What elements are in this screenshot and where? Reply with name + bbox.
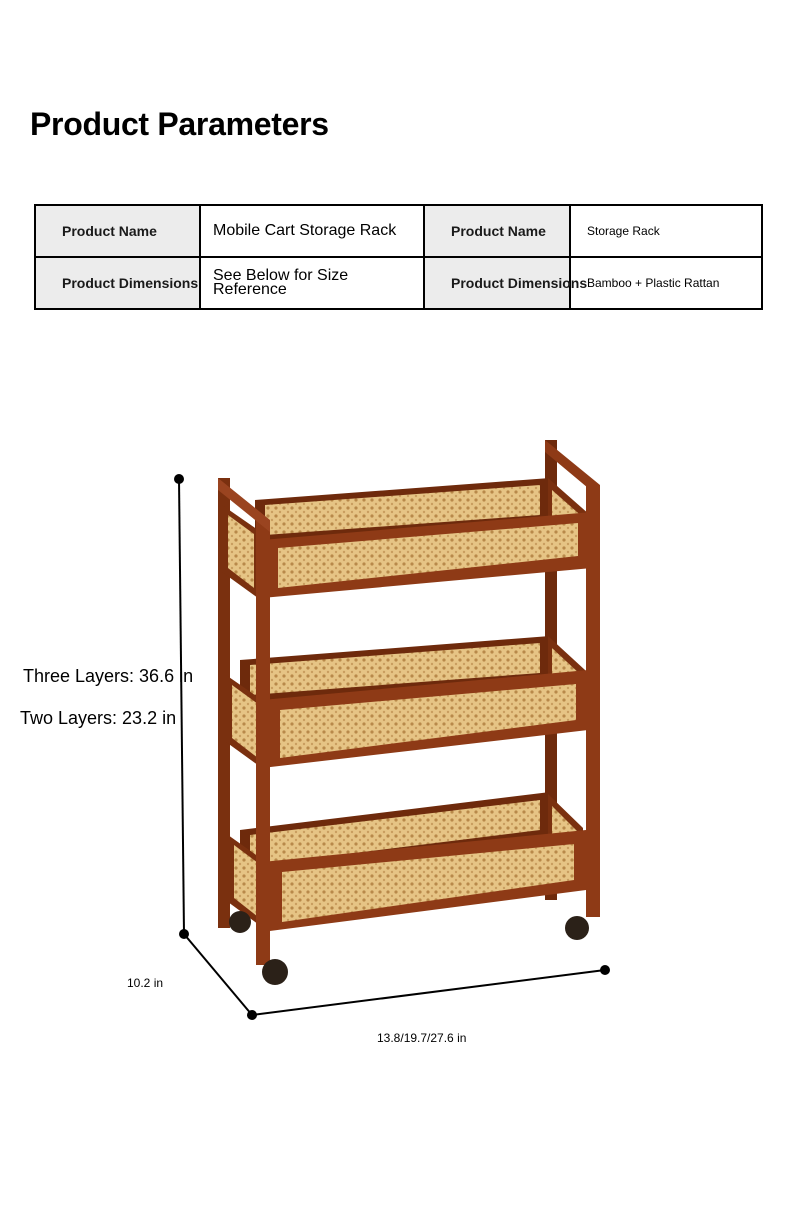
depth-label: 10.2 in xyxy=(127,976,164,990)
label-product-name: Product Name xyxy=(62,223,157,239)
value-product-dimensions: See Below for Size Reference xyxy=(213,267,349,298)
storage-cart-illustration xyxy=(218,440,600,985)
label-product-name-2: Product Name xyxy=(451,223,546,239)
value-material: Bamboo + Plastic Rattan xyxy=(587,276,720,290)
page-title: Product Parameters xyxy=(30,106,329,142)
label-product-dimensions: Product Dimensions xyxy=(62,275,199,291)
width-label: 13.8/19.7/27.6 in xyxy=(377,1031,467,1045)
value-product-name-2: Storage Rack xyxy=(587,224,660,238)
height-two-layers-label: Two Layers: 23.2 in xyxy=(20,708,177,728)
height-three-layers-label: Three Layers: 36.6 in xyxy=(23,666,194,686)
label-product-dimensions-2: Product Dimensions xyxy=(451,275,588,291)
value-product-name: Mobile Cart Storage Rack xyxy=(213,222,397,239)
